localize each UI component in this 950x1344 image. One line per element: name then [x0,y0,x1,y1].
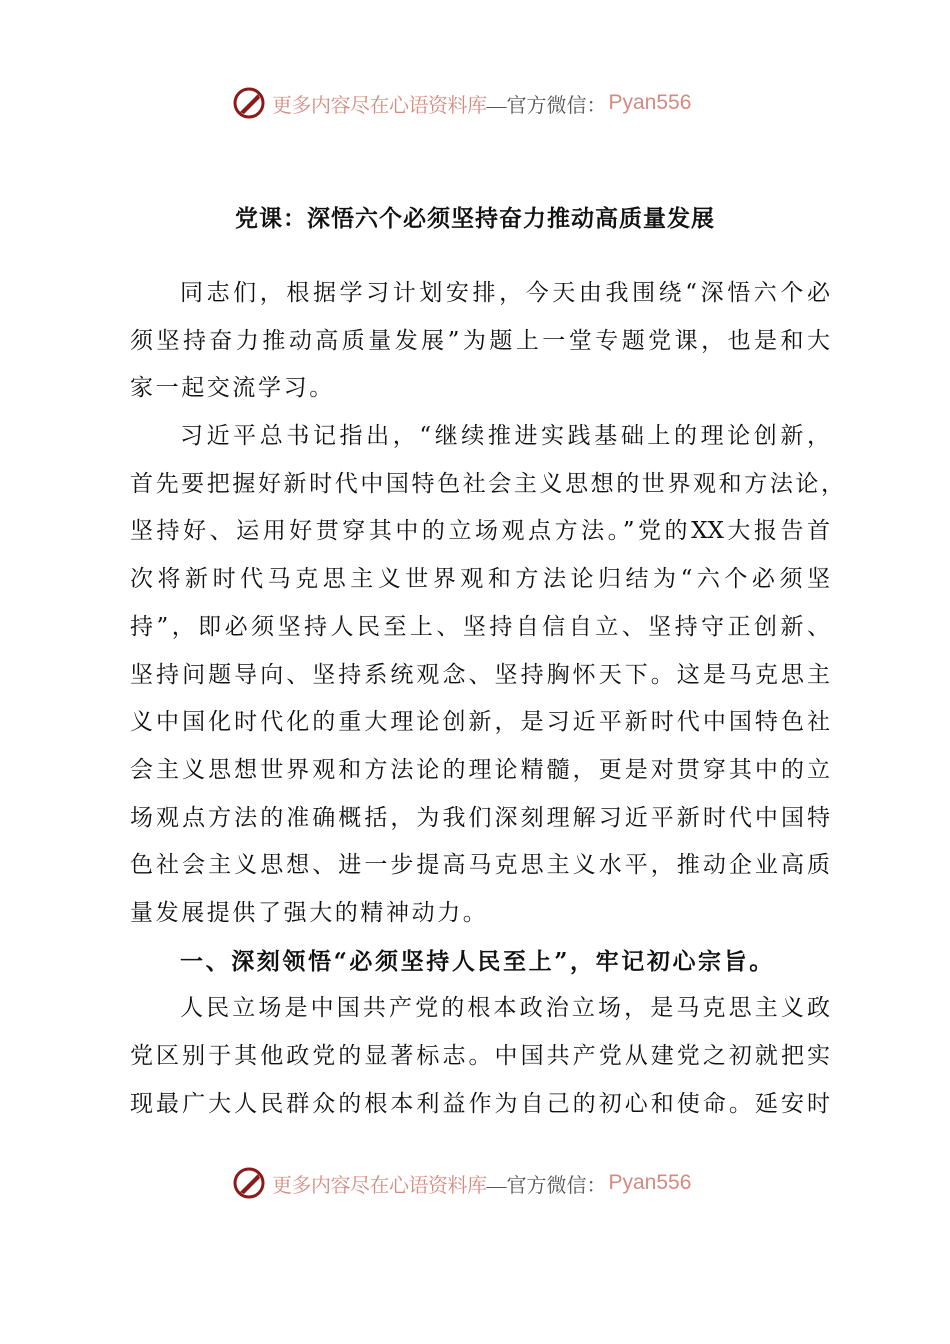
banner-text: 更多内容尽在心语资料库 [272,1174,487,1197]
text-line: 家一起交流学习。 [130,375,335,402]
paragraph [130,985,830,1128]
text-line: 习近平总书记指出，“继续推进实践基础上的理论创新， [180,423,830,450]
text-line: 义中国化时代化的重大理论创新，是习近平新时代中国特色社 [130,709,830,736]
text-line: 坚持好、运用好贯穿其中的立场观点方法。”党的XX大报告首 [130,518,830,545]
text-line: 持”，即必须坚持人民至上、坚持自信自立、坚持守正创新、 [130,613,830,640]
text-line: 同志们，根据学习计划安排，今天由我围绕“深悟六个必 [180,280,830,306]
quill-pen-logo-icon [232,86,268,120]
text-line: 一、深刻领悟“必须坚持人民至上”，牢记初心宗旨。 [180,947,775,975]
banner-wechat-id: Pyan556 [608,91,692,114]
text-line: 须坚持奋力推动高质量发展”为题上一堂专题党课，也是和大 [130,327,830,354]
section-heading [130,938,830,986]
banner-wechat-id: Pyan556 [608,1171,692,1194]
text-line: 党区别于其他政党的显著标志。中国共产党从建党之初就把实 [130,1043,830,1069]
document-title: 党课：深悟六个必须坚持奋力推动高质量发展 [235,205,715,232]
quill-pen-logo-icon [232,1166,268,1200]
text-line: 首先要把握好新时代中国特色社会主义思想的世界观和方法论， [130,470,844,497]
paragraph [130,270,830,413]
banner-text: 更多内容尽在心语资料库 [272,94,487,117]
text-line: 现最广大人民群众的根本利益作为自己的初心和使命。延安时 [130,1090,830,1117]
text-line: 坚持问题导向、坚持系统观念、坚持胸怀天下。这是马克思主 [130,661,830,688]
text-line: 量发展提供了强大的精神动力。 [130,899,489,926]
footer-watermark-banner [232,1166,732,1200]
text-line: 色社会主义思想、进一步提高马克思主义水平，推动企业高质 [130,852,830,879]
banner-separator: —官方微信： [486,1174,607,1197]
paragraph [130,413,844,938]
banner-separator: —官方微信： [486,94,607,117]
text-line: 会主义思想世界观和方法论的理论精髓，更是对贯穿其中的立 [130,756,830,783]
text-line: 人民立场是中国共产党的根本政治立场，是马克思主义政 [180,995,830,1022]
text-line: 次将新时代马克思主义世界观和方法论归结为“六个必须坚 [130,566,830,593]
header-watermark-banner [232,86,732,120]
document-body [130,270,844,1128]
text-line: 场观点方法的准确概括，为我们深刻理解习近平新时代中国特 [130,804,830,831]
